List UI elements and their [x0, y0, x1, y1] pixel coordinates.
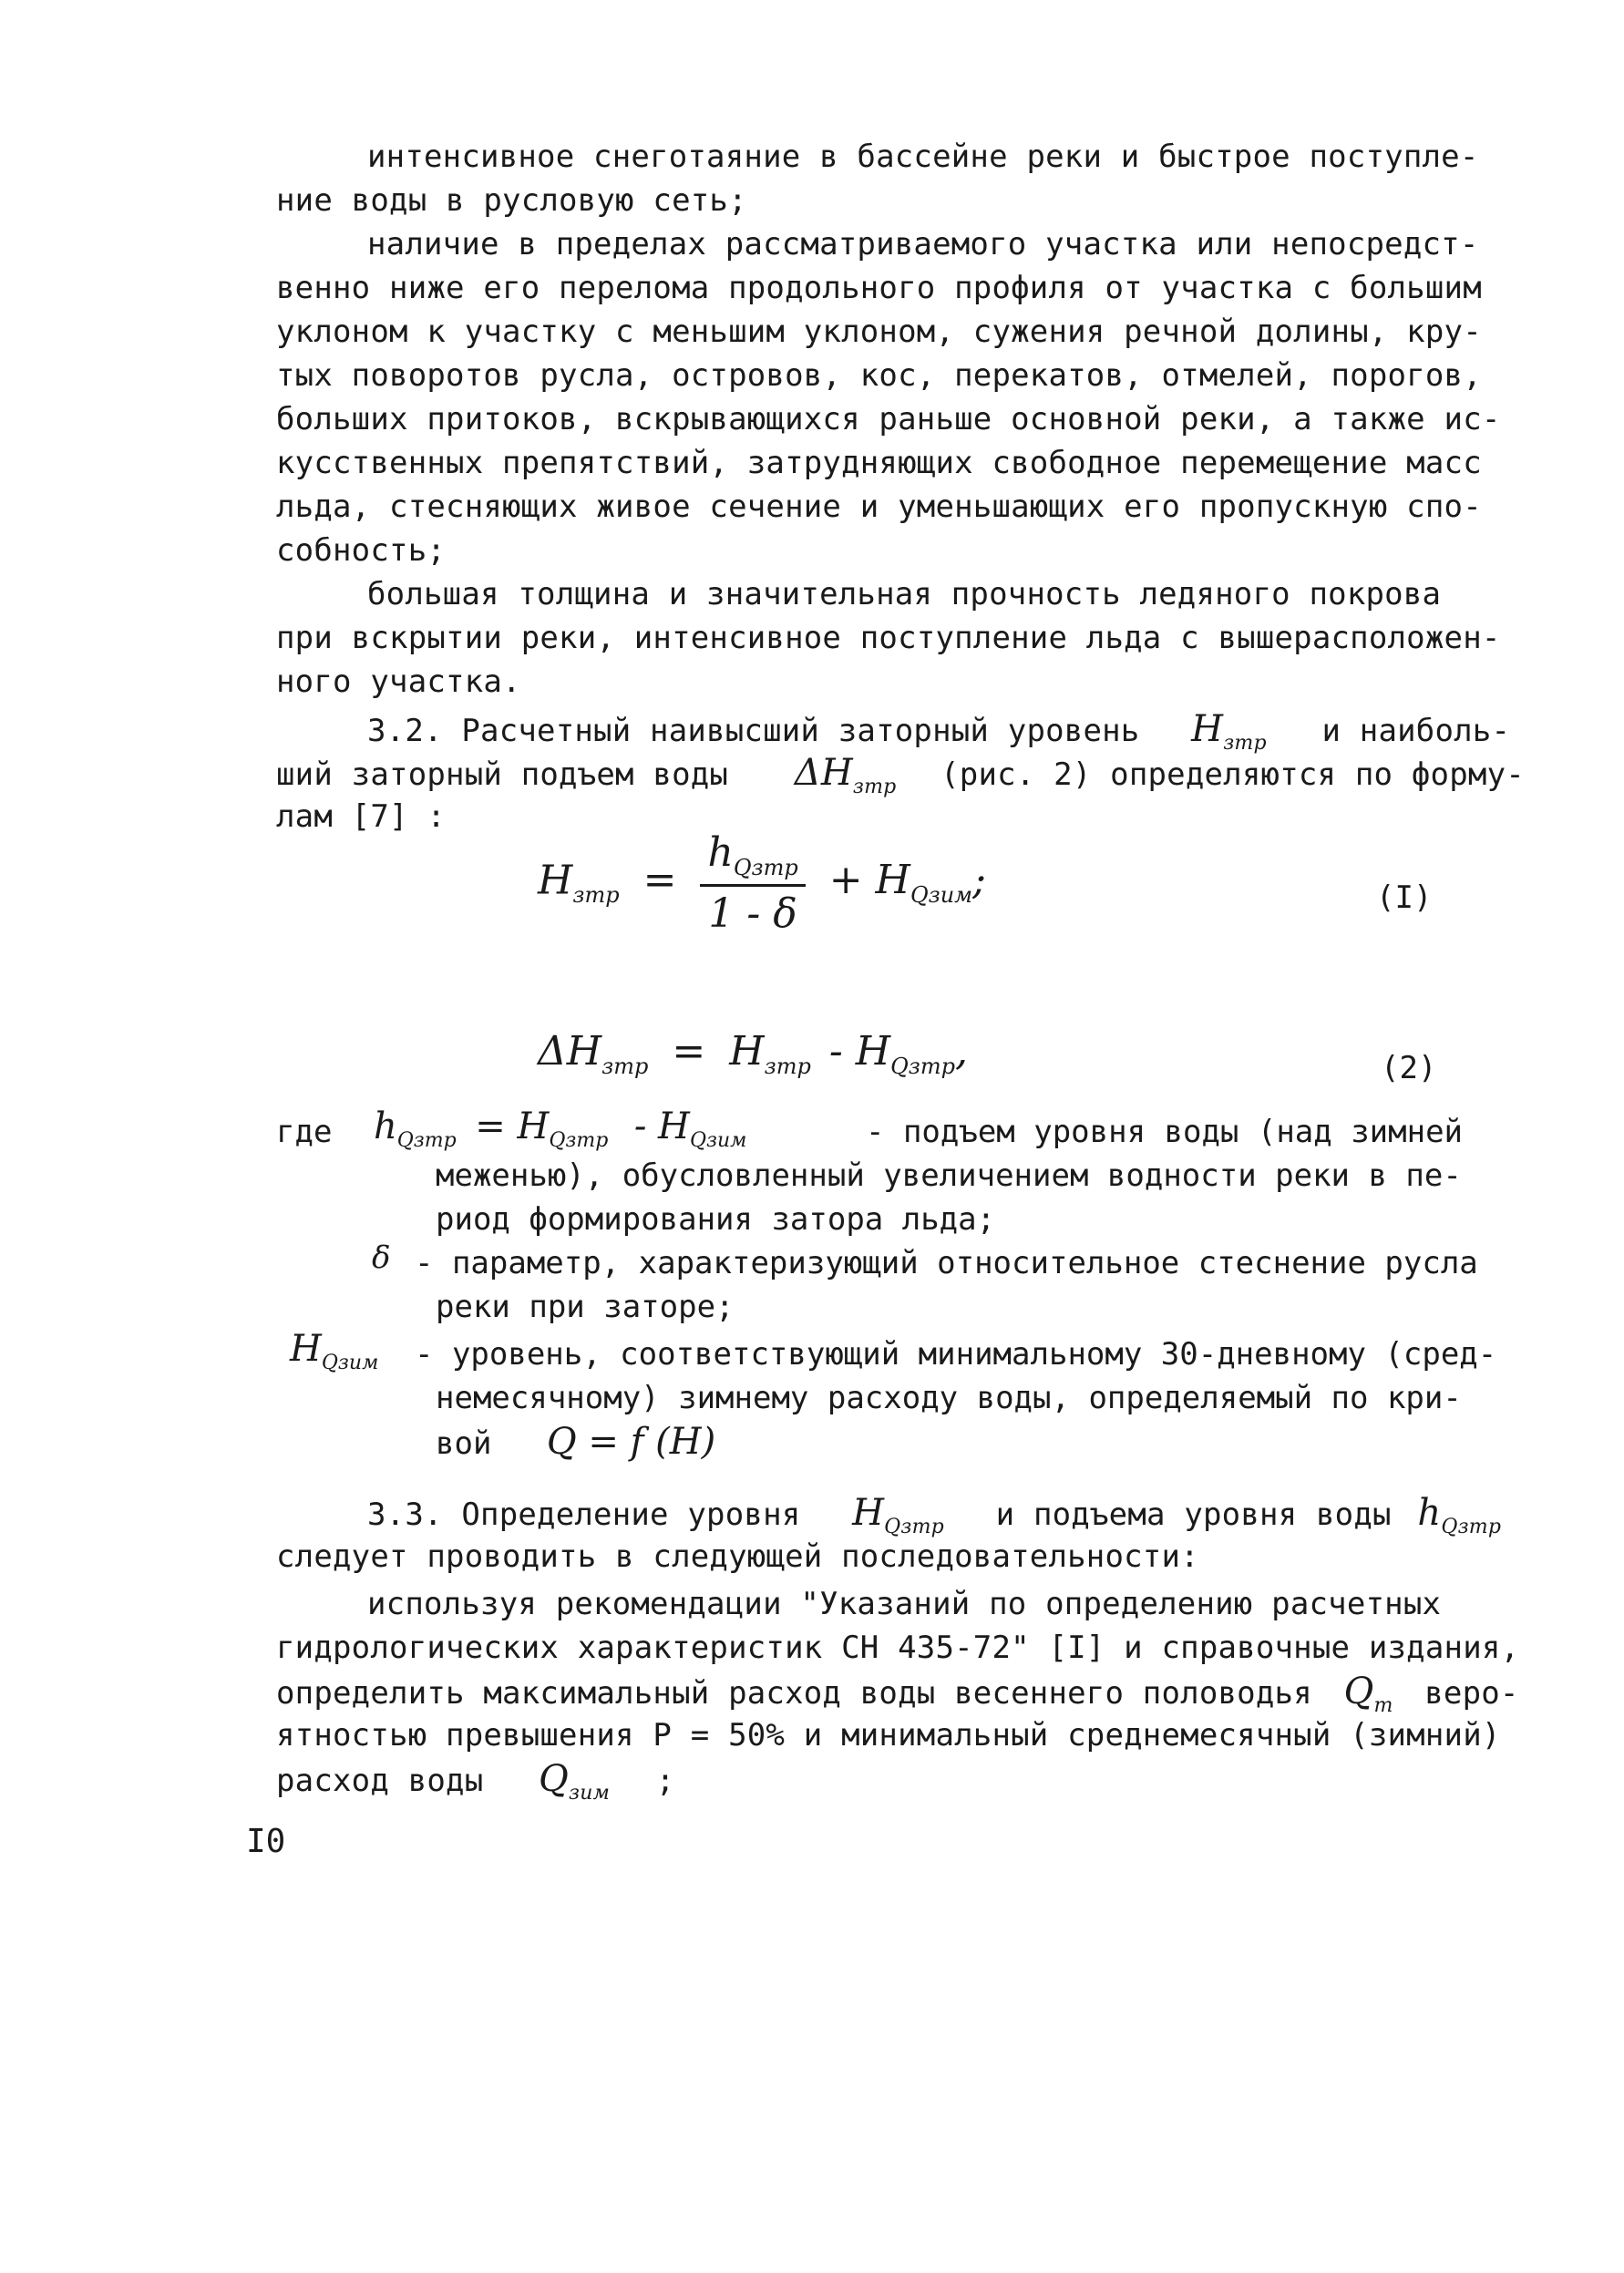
- text-line: большая толщина и значительная прочность ледяного покрова: [367, 576, 1442, 612]
- subscript: зтр: [601, 1053, 649, 1079]
- def1-text: - подъем уровня воды (над зимней: [866, 1114, 1464, 1150]
- formula-symbol: H: [538, 857, 573, 904]
- formula-symbol: [633, 1106, 747, 1152]
- text-line: больших притоков, вскрывающихся раньше основной реки, а также ис-: [276, 401, 1501, 437]
- text-line: наличие в пределах рассматриваемого участка или непосредст-: [367, 226, 1479, 262]
- formula-symbol: [290, 1328, 379, 1374]
- subscript: Qзтр: [549, 1129, 609, 1152]
- text: ;: [655, 1763, 675, 1799]
- text-line: льда, стесняющих живое сечение и уменьшающих его пропускную спо-: [276, 489, 1482, 525]
- text-line: следует проводить в следующей последовательности:: [276, 1538, 1199, 1575]
- def3-line: [436, 1420, 715, 1466]
- def1-line: меженью), обусловленный увеличением водности реки в пе-: [436, 1157, 1462, 1194]
- equation-number-2: (2): [1381, 1050, 1437, 1086]
- subscript: Qзтр: [1441, 1516, 1502, 1538]
- text-line: [276, 1757, 1488, 1805]
- symbol: h: [1417, 1492, 1442, 1534]
- h-ztr-symbol: [1191, 708, 1267, 755]
- sec32-text: и наиболь-: [1321, 713, 1511, 749]
- rating-curve-formula: Q = f (H): [546, 1421, 716, 1463]
- using-paragraph: [276, 1582, 1520, 1805]
- hq-ztr-symbol: [1417, 1492, 1502, 1538]
- def3-symbol: [290, 1327, 378, 1385]
- text-line: [276, 751, 1525, 798]
- punctuation: ,: [954, 1028, 968, 1075]
- text-line: кусственных препятствий, затрудняющих свободное перемещение масс: [276, 445, 1482, 481]
- symbol: = H: [475, 1106, 550, 1147]
- delta-h-ztr-symbol: [794, 752, 897, 798]
- numerator: [700, 829, 805, 887]
- q-t-symbol: [1343, 1671, 1393, 1717]
- subscript: Qзтр: [884, 1516, 944, 1538]
- text-line: собность;: [276, 532, 447, 569]
- text-line: ятностью превышения Р = 50% и минимальный среднемесячный (зимний): [276, 1717, 1501, 1754]
- symbol: ΔH: [794, 752, 853, 794]
- text-line: венно ниже его перелома продольного профиля от участка с большим: [276, 270, 1482, 306]
- subscript: зтр: [852, 776, 897, 798]
- formula-symbol: [475, 1106, 609, 1152]
- text-line: тых поворотов русла, островов, кос, перекатов, отмелей, порогов,: [276, 357, 1482, 394]
- formula-1: [538, 829, 986, 937]
- subscript: Qзим: [321, 1352, 379, 1374]
- text-line: ние воды в русловую сеть;: [276, 182, 747, 219]
- text: расход воды: [276, 1763, 484, 1799]
- text-line: интенсивное снеготаяние в бассейне реки и быстрое поступле-: [367, 139, 1479, 175]
- formula-symbol: [374, 1106, 457, 1152]
- symbol: Q: [539, 1758, 570, 1800]
- subscript: Qзим: [689, 1129, 747, 1152]
- text-line: ного участка.: [276, 663, 521, 700]
- text-line: уклоном к участку с меньшим уклоном, сужения речной долины, кру-: [276, 314, 1482, 350]
- text-line: [276, 1670, 1519, 1717]
- def2-line: реки при заторе;: [436, 1289, 735, 1325]
- subscript: зтр: [764, 1053, 811, 1079]
- subscript: т: [1373, 1694, 1393, 1717]
- equals-sign: =: [642, 857, 677, 904]
- formula-symbol: - H: [828, 1028, 891, 1075]
- formula-symbol: ΔH: [538, 1028, 602, 1075]
- q-zim-symbol: [539, 1758, 611, 1805]
- symbol: Q: [1343, 1671, 1374, 1712]
- text-line: гидрологических характеристик СН 435-72" [I] и справочные издания,: [276, 1630, 1520, 1666]
- h-qztr-symbol: [852, 1492, 944, 1538]
- symbol: H: [1191, 708, 1224, 750]
- formula-symbol: H: [729, 1028, 765, 1075]
- text: 3.3. Определение уровня: [367, 1496, 801, 1533]
- text: определить максимальный расход воды весеннего половодья: [276, 1675, 1312, 1712]
- symbol: H: [290, 1328, 322, 1370]
- text: вой: [436, 1425, 492, 1462]
- page-number: I0: [246, 1823, 286, 1860]
- subscript: зтр: [1223, 732, 1267, 755]
- subscript: зим: [569, 1782, 611, 1805]
- sec32-text: (рис. 2) определяются по форму-: [940, 756, 1525, 793]
- def3-line: немесячному) зимнему расходу воды, определяемый по кри-: [436, 1380, 1462, 1416]
- text-line: лам [7] :: [276, 798, 447, 835]
- text-line: используя рекомендации "Указаний по определению расчетных: [367, 1586, 1442, 1622]
- text-line: при вскрытии реки, интенсивное поступление льда с вышерасположен-: [276, 620, 1501, 656]
- subscript: Qзтр: [733, 854, 798, 880]
- subscript: зтр: [572, 882, 620, 909]
- subscript: Qзтр: [396, 1129, 457, 1152]
- formula-2: [538, 1028, 968, 1079]
- def1-line: риод формирования затора льда;: [436, 1201, 996, 1238]
- symbol: - H: [633, 1106, 690, 1147]
- subscript: Qзим: [910, 882, 973, 909]
- formula-symbol: h: [707, 829, 734, 876]
- denominator: 1 - δ: [708, 890, 797, 937]
- def2-symbol: δ: [372, 1239, 391, 1276]
- text: веро-: [1424, 1675, 1519, 1712]
- def3-line: - уровень, соответствующий минимальному 30-дневному (сред-: [415, 1336, 1497, 1373]
- formula-symbol: + H: [828, 857, 910, 904]
- intro-paragraph: [276, 135, 1488, 222]
- text-line: [276, 707, 1511, 755]
- text: и подъема уровня воды: [995, 1496, 1392, 1533]
- punctuation: ;: [972, 857, 986, 904]
- symbol: h: [374, 1106, 397, 1147]
- ice-paragraph: [276, 572, 1501, 704]
- def2-line: - параметр, характеризующий относительное стеснение русла: [415, 1245, 1478, 1281]
- equation-number-1: (I): [1376, 879, 1433, 916]
- sec32-text: 3.2. Расчетный наивысший заторный уровень: [367, 713, 1140, 749]
- subscript: Qзтр: [890, 1053, 955, 1079]
- section-3-3: [276, 1491, 1502, 1579]
- section-3-2: [276, 707, 1525, 838]
- fraction: [700, 829, 805, 937]
- where-label: где: [276, 1114, 333, 1150]
- sec32-text: ший заторный подъем воды: [276, 756, 729, 793]
- symbol: H: [852, 1492, 885, 1534]
- equals-sign: =: [672, 1028, 706, 1075]
- text-line: [276, 1491, 1502, 1538]
- conditions-paragraph: [276, 222, 1501, 572]
